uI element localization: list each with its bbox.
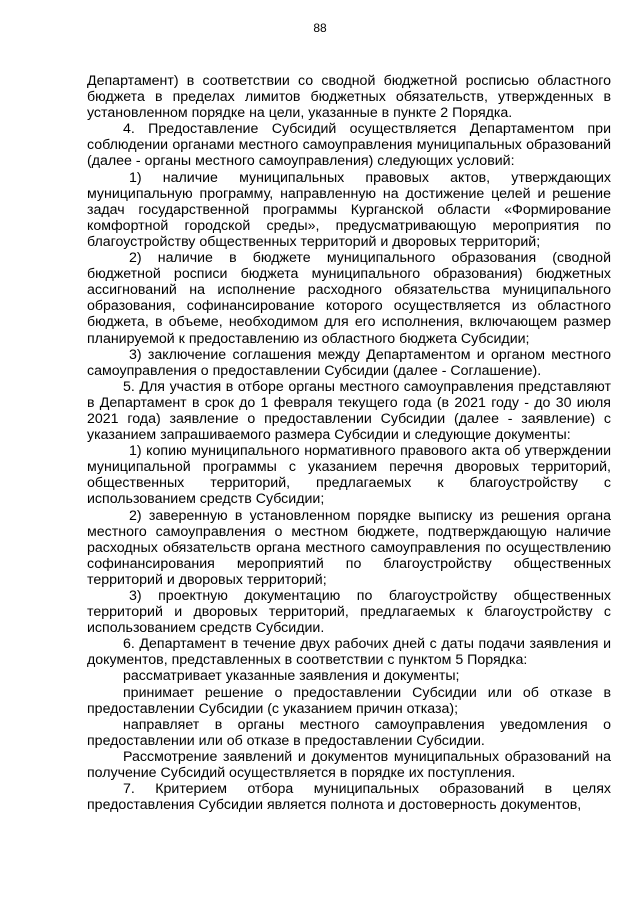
page-number: 88 — [313, 21, 327, 35]
paragraph-clause-5-item-1: 1) копию муниципального нормативного правового акта об утверждении муниципальной программы с указанием перечня дворовых территорий, общественных территорий, предлагаемых к благоустройству с использованием средств Субсидии; — [87, 443, 611, 508]
paragraph-clause-6-action-3: направляет в органы местного самоуправления уведомления о предоставлении или об отказе в предоставлении Субсидии. — [87, 716, 611, 749]
paragraph-clause-5: 5. Для участия в отборе органы местного самоуправления представляют в Департамент в срок до 1 февраля текущего года (в 2021 году - до 30 июля 2021 года) заявление о предоставлении Субсидии (далее - заявление) с указанием запрашиваемого размера Субсидии и следующие документы: — [87, 378, 611, 444]
paragraph-clause-5-item-2: 2) заверенную в установленном порядке выписку из решения органа местного самоуправления о местном бюджете, подтверждающую наличие расходных обязательств органа местного самоуправления по осуществлению софинансирования мероприятий по благоустройству общественных территорий и дворовых территорий; — [87, 507, 611, 588]
paragraph-continuation: Департамент) в соответствии со сводной бюджетной росписью областного бюджета в пределах лимитов бюджетных обязательств, утвержденных в установленном порядке на цели, указанные в пункте 2 Порядка. — [87, 73, 611, 122]
paragraph-clause-4: 4. Предоставление Субсидий осуществляется Департаментом при соблюдении органами местного самоуправления муниципальных образований (далее - органы местного самоуправления) следующих условий: — [87, 121, 611, 170]
paragraph-clause-6-action-2: принимает решение о предоставлении Субсидии или об отказе в предоставлении Субсидии (с указанием причин отказа); — [87, 684, 611, 717]
paragraph-clause-4-item-3: 3) заключение соглашения между Департаментом и органом местного самоуправления о предоставлении Субсидии (далее - Соглашение). — [87, 346, 611, 379]
paragraph-clause-6-action-1: рассматривает указанные заявления и документы; — [123, 668, 460, 685]
paragraph-clause-4-item-2: 2) наличие в бюджете муниципального образования (сводной бюджетной росписи бюджета муниципального образования) бюджетных ассигнований на исполнение расходного обязательства муниципального образования, софинансирование которого осуществляется из областного бюджета, в объеме, необходимом для его исполнения, включающем размер планируемой к предоставлению из областного бюджета Субсидии; — [87, 250, 611, 347]
paragraph-clause-6: 6. Департамент в течение двух рабочих дней с даты подачи заявления и документов, представленных в соответствии с пунктом 5 Порядка: — [87, 636, 611, 669]
paragraph-review-order: Рассмотрение заявлений и документов муниципальных образований на получение Субсидий осуществляется в порядке их поступления. — [87, 748, 611, 782]
paragraph-clause-5-item-3: 3) проектную документацию по благоустройству общественных территорий и дворовых территорий, предлагаемых к благоустройству с использованием средств Субсидии. — [87, 588, 611, 637]
paragraph-clause-7: 7. Критерием отбора муниципальных образований в целях предоставления Субсидии является полнота и достоверность документов, — [87, 781, 611, 814]
paragraph-clause-4-item-1: 1) наличие муниципальных правовых актов, утверждающих муниципальную программу, направленную на достижение целей и решение задач государственной программы Курганской области «Формирование комфортной городской среды», предусматривающую мероприятия по благоустройству общественных территорий и дворовых территорий; — [87, 169, 611, 250]
document-body — [87, 73, 611, 813]
